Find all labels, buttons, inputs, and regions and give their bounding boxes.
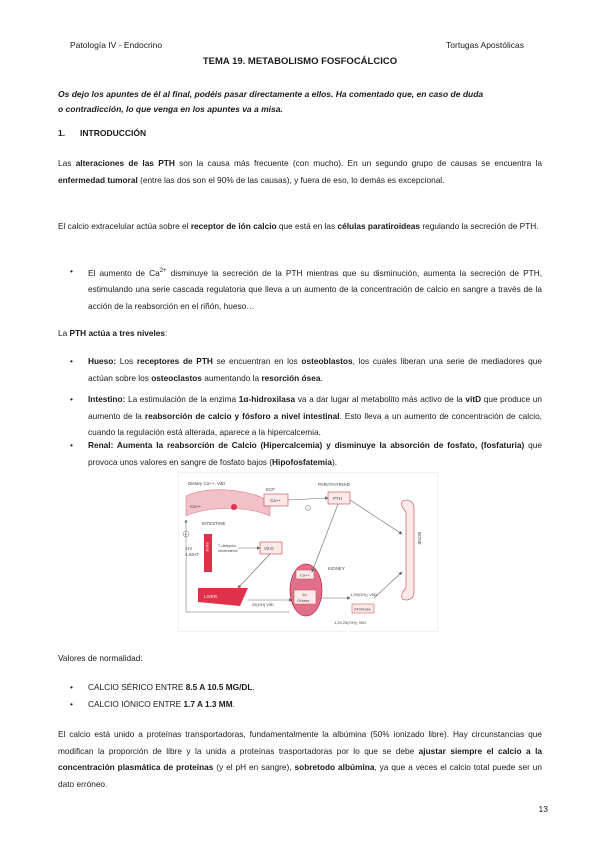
svg-text:−: − <box>306 506 309 511</box>
paragraph-causes: Las alteraciones de las PTH son la causa más frecuente (con mucho). En un segundo grupo de causas se encuentra la enfermedad tumoral (entre las dos son el 90% de las causas), y fuera de eso, lo demás es excepcional. <box>58 158 543 185</box>
stimulus-dot <box>231 504 237 510</box>
label-uv: UV <box>186 546 193 551</box>
label-ecf: ECF <box>266 487 275 492</box>
intro-line-2: o contradicción, lo que venga en los apuntes va a misa. <box>58 104 283 114</box>
label-kidney: KIDNEY <box>328 566 345 571</box>
bullet-calcio-serico: • CALCIO SÉRICO ENTRE 8.5 A 10.5 MG/DL. <box>70 682 255 692</box>
label-bone: BONE <box>417 532 422 545</box>
label-dehydro-1: 7-dehydro <box>218 543 237 548</box>
intro-line-1: Os dejo los apuntes de él al final, podéis pasar directamente a ellos. Ha comentado que, en caso de duda <box>58 89 484 99</box>
paragraph-levels: La PTH actúa a tres niveles: <box>58 328 168 338</box>
bullet-calcio-ionico: • CALCIO IÓNICO ENTRE 1.7 A 1.3 MM. <box>70 699 235 709</box>
bullet-hueso: • Hueso: Los receptores de PTH se encuentran en los osteoblastos, los cuales liberan una serie de mediadores que actúan sobre los osteoclastos aumentando la resorción ósea. <box>70 356 542 383</box>
label-intestine-ca: Ca++ <box>190 504 202 509</box>
skin-bar <box>204 534 212 572</box>
bullet-renal: • Renal: Aumenta la reabsorción de Calcio (Hipercalcemia) y disminuye la absorción de fosfato, (fosfaturia) que provoca unos valores en sangre de fosfato bajos (Hipofosfatemia). <box>70 440 542 467</box>
label-liver: LIVER <box>204 594 218 599</box>
label-24ohase: 24OHase <box>354 606 371 612</box>
paragraph-receptor: El calcio extracelular actúa sobre el receptor de ión calcio que está en las células paratiroideas regulando la secreción de PTH. <box>58 221 539 231</box>
bullet-intestino: • Intestino: La estimulación de la enzima 1α-hidroxilasa va a dar lugar al metabolito más activo de la vitD que produce un aumento de la reabsorción de calcio y fósforo a nivel intestinal. Esto lleva a un aumento de concentración de calcio, cuando la regulación está alterada, aparece a la hipercalcemia. <box>70 394 542 437</box>
label-skin: SKIN <box>205 542 210 552</box>
label-intestine: INTESTINE <box>202 521 226 526</box>
label-light: LIGHT <box>186 552 200 557</box>
header-left: Patología IV - Endocrino <box>70 40 163 50</box>
label-125oh: 1,25(OH)₂ VitD <box>350 592 377 597</box>
page-number: 13 <box>538 804 548 814</box>
label-1245oh: 1,24,25(OH)₃ VitD <box>334 620 367 625</box>
section-heading <box>58 128 146 138</box>
calcium-regulation-diagram <box>178 472 438 632</box>
svg-text:+: + <box>184 532 187 537</box>
section-number: 1. <box>58 128 66 138</box>
paragraph-albumin: El calcio está unido a proteínas transportadoras, fundamentalmente la albúmina (50% ionizado libre). Hay circunstancias que modifican la proporción de libre y la unida a proteínas trasportadoras por lo que se debe ajustar siempre el calcio a la concentración plasmática de proteínas (y el pH en sangre), sobretodo albúmina, ya que a veces el calcio total puede ser un dato erróneo. <box>58 729 542 789</box>
header-right: Tortugas Apostólicas <box>446 40 524 50</box>
paragraph-normal-values: Valores de normalidad: <box>58 653 143 663</box>
section-title: INTRODUCCIÓN <box>80 128 147 138</box>
label-25oh: 25(OH) VitD <box>252 602 274 607</box>
intro-note <box>58 87 538 117</box>
label-ohase: OHase <box>297 598 310 603</box>
bullet-calcium-pth: • El aumento de $Ca^{2+}$ disminuye la secreción de la PTH mientras que su disminución, aumenta la secreción de PTH, estimulando una serie cascada regulatoria que lleva a un aumento de la concentración de calcio en sangre a través de la acción de la reabsorción en el riñón, hueso… <box>70 263 542 314</box>
svg-text:Ca++: Ca++ <box>300 572 310 578</box>
svg-text:1α: 1α <box>302 592 307 597</box>
label-pth: PTH <box>333 496 342 501</box>
label-vitd: Vit D <box>264 546 274 551</box>
page-title: TEMA 19. METABOLISMO FOSFOCÁLCICO <box>202 56 398 67</box>
label-dehydro-2: cholesterol <box>218 548 238 553</box>
label-ecf-ca: Ca++ <box>270 498 282 503</box>
label-dietary: Dietary Ca++, VitD <box>188 481 226 486</box>
label-parathyroid: PARATHYROID <box>318 482 350 487</box>
bullet-marker: • <box>70 266 73 276</box>
